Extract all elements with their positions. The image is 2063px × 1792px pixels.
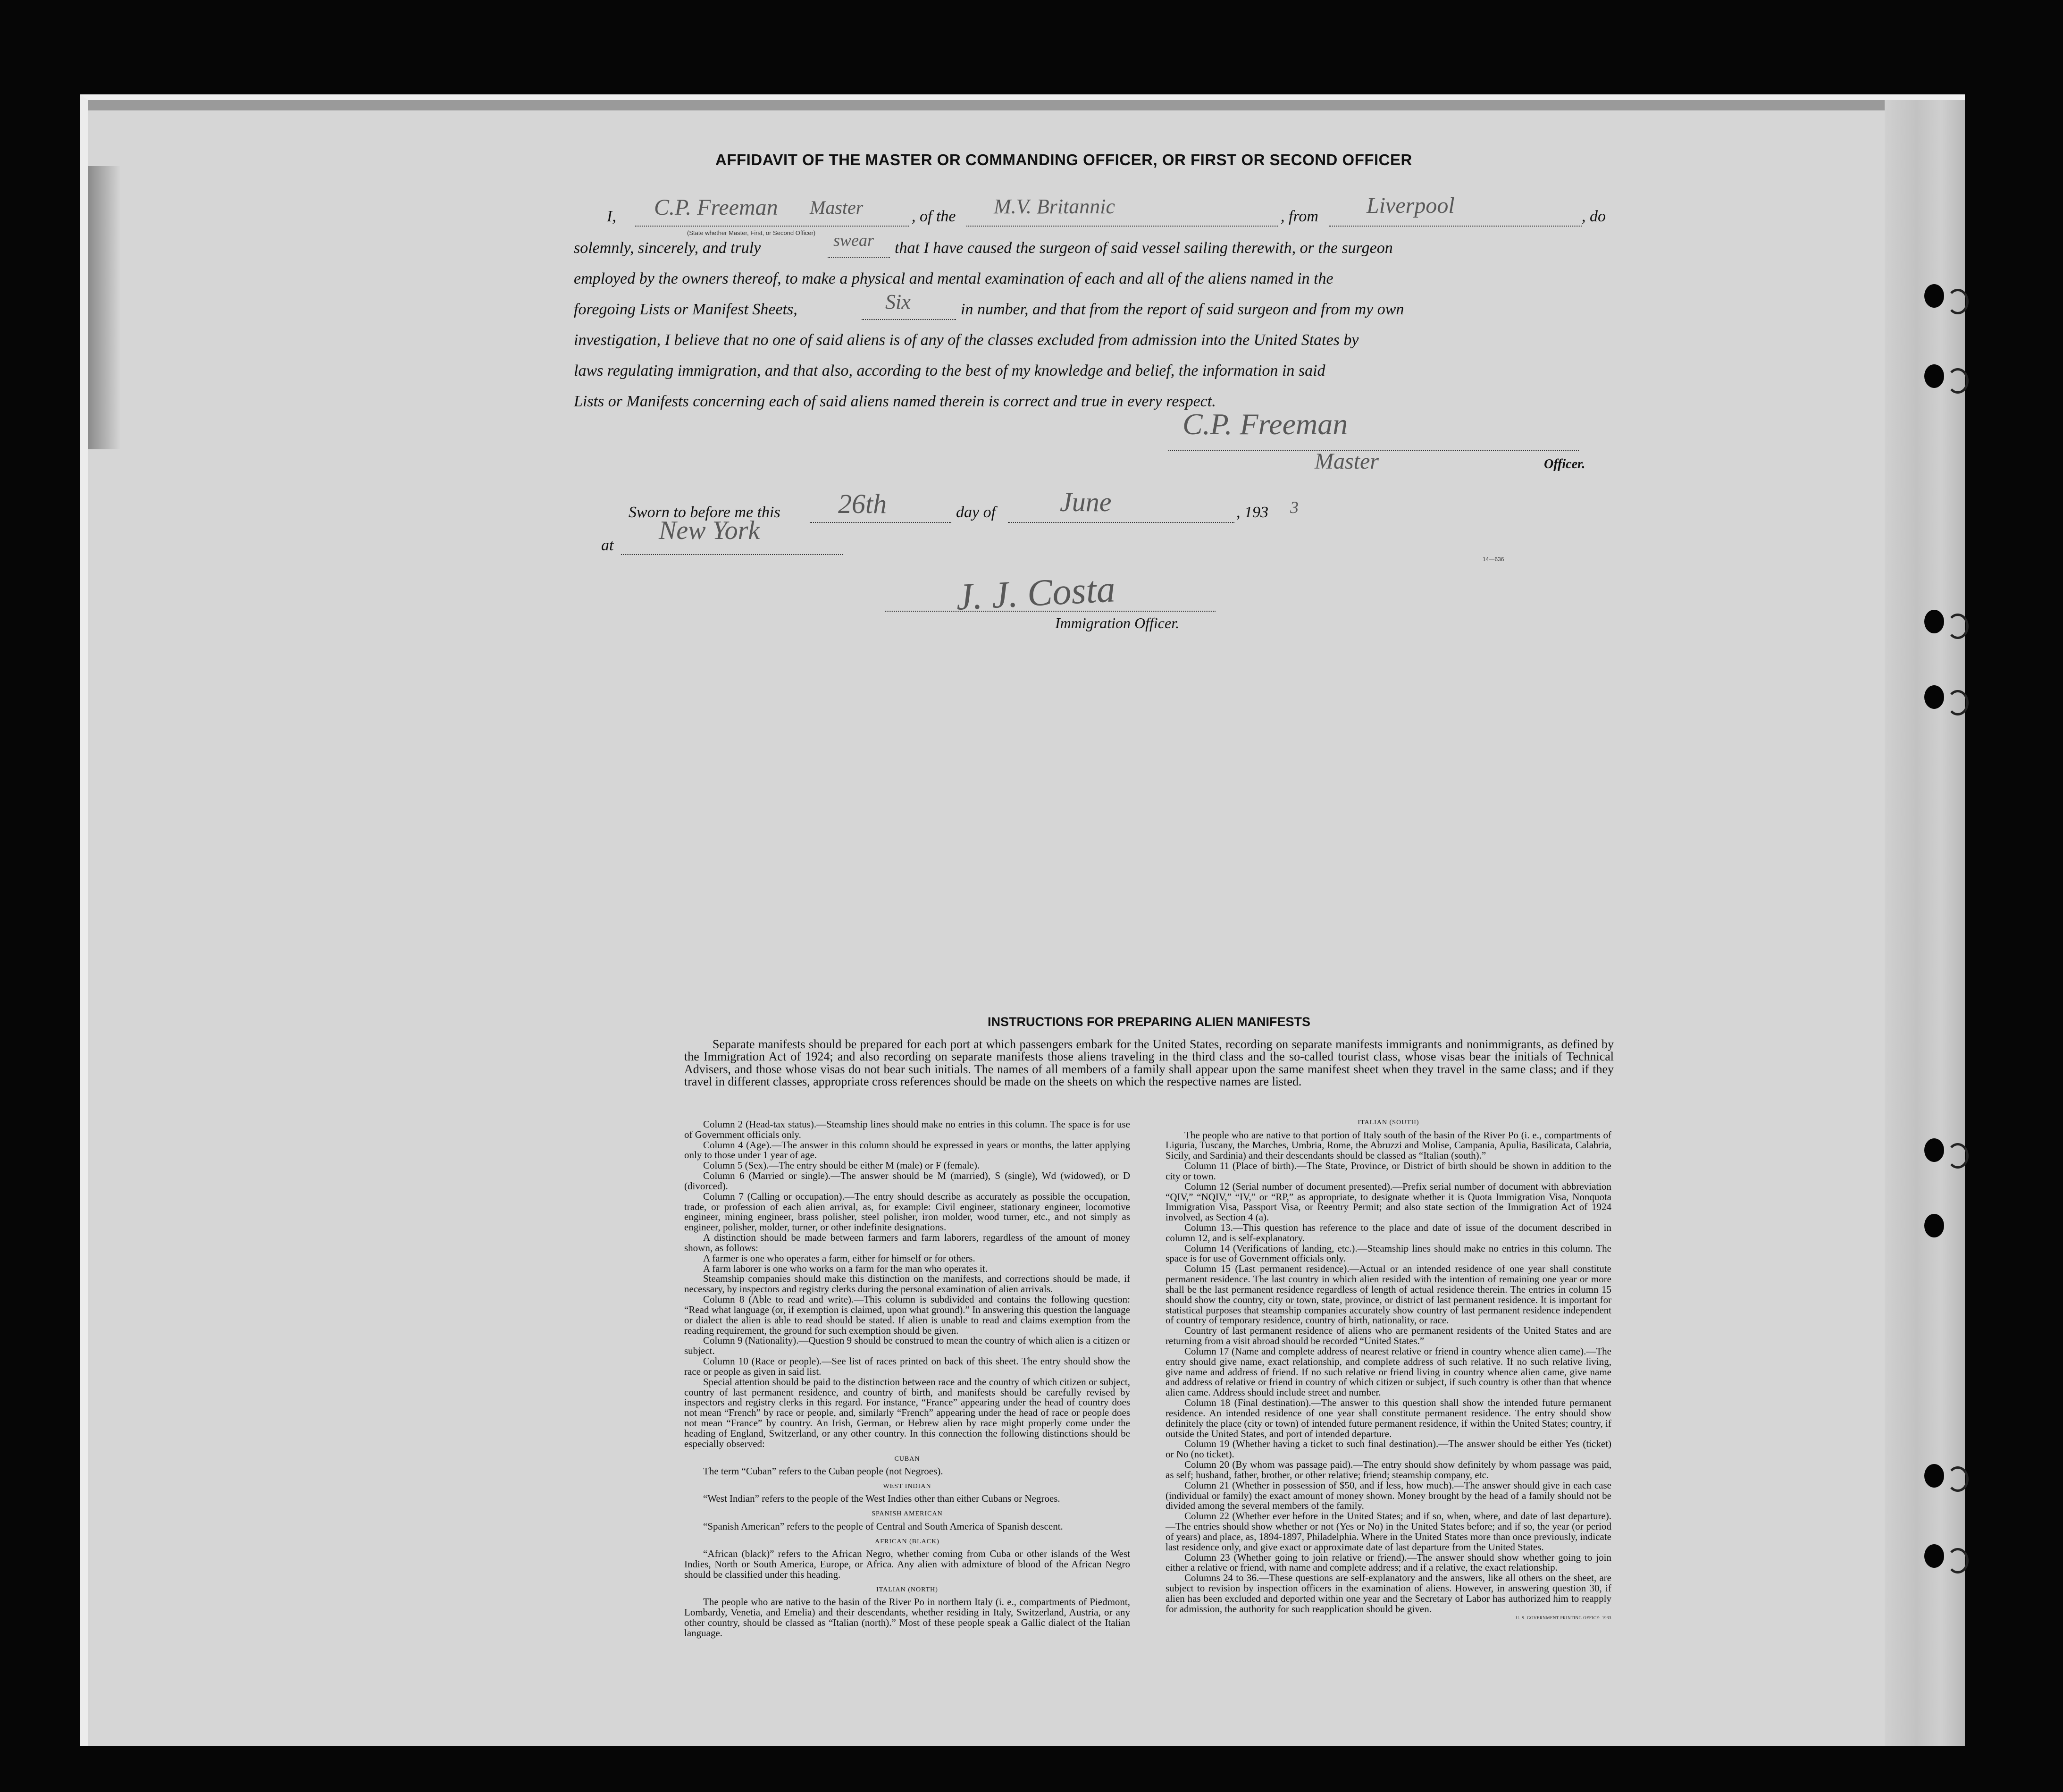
punch-hole <box>1924 685 1944 709</box>
page-shadow <box>88 166 121 449</box>
port-blank <box>1329 226 1582 227</box>
binder-ring <box>1947 1143 1969 1169</box>
instructions-section <box>684 1015 1614 1639</box>
instructions-title: INSTRUCTIONS FOR PREPARING ALIEN MANIFESTS <box>987 1015 1311 1029</box>
punch-hole <box>1924 364 1944 388</box>
instruction-paragraph: Column 13.—This question has reference to the place and date of issue of the document described in column 12, and is self-explanatory. <box>1166 1222 1611 1244</box>
sworn-text: day of <box>956 504 996 521</box>
instruction-paragraph: Column 15 (Last permanent residence).—Actual or an intended residence of one year shall constitute permanent residence. The last country in which alien resided with the intention of remaining one year or more shall be the last permanent residence regardless of length of actual residence therein. The entries in column 15 should show the country, city or town, state, province, or district of last permanent residence. It is important for statistical purposes that steamship companies accurately show country of last permanent residence independent of country of temporary residence, country of birth, nationality, or race. <box>1166 1263 1611 1326</box>
binder-ring <box>1947 368 1969 394</box>
binder-ring <box>1947 614 1969 639</box>
sworn-text: at <box>601 537 614 554</box>
instruction-paragraph: “Spanish American” refers to the people of Central and South America of Spanish descent. <box>703 1520 1063 1532</box>
instruction-paragraph: A farmer is one who operates a farm, either for himself or for others. <box>703 1252 975 1264</box>
instruction-paragraph: Column 9 (Nationality).—Question 9 should be construed to mean the country of which alien is a citizen or subject. <box>684 1335 1130 1357</box>
sworn-text: , 193 <box>1236 504 1268 521</box>
instruction-paragraph: Column 10 (Race or people).—See list of races printed on back of this sheet. The entry should show the race or people as given in said list. <box>684 1355 1130 1377</box>
instruction-paragraph: Column 19 (Whether having a ticket to such final destination).—The answer should be either Yes (ticket) or No (no ticket). <box>1166 1438 1611 1460</box>
instruction-paragraph: Column 7 (Calling or occupation).—The entry should describe as accurately as possible the occupation, trade, or profession of each alien arrival, as, for example: Civil engineer, stationary engineer, locomotive engineer, mining engineer, brass polisher, steel polisher, iron molder, wood turner, etc., and not simply as engineer, polisher, molder, turner, or other indefinite designations. <box>684 1190 1130 1233</box>
instructions-right-column <box>1166 1119 1611 1621</box>
affidavit-text: foregoing Lists or Manifest Sheets, <box>574 301 797 318</box>
handwritten-month: June <box>1060 487 1112 517</box>
instruction-paragraph: Column 23 (Whether going to join relative or friend).—The answer should show whether going to join either a relative or friend, with name and complete address; and if a relative, the exact relationship. <box>1166 1551 1611 1573</box>
handwritten-vessel: M.V. Britannic <box>994 195 1115 218</box>
instruction-paragraph: Column 4 (Age).—The answer in this column should be expressed in years or months, the latter applying only to those under 1 year of age. <box>684 1139 1130 1161</box>
binder-ring <box>1947 1466 1969 1492</box>
sheets-blank <box>862 319 956 320</box>
immigration-officer-label: Immigration Officer. <box>1055 614 1180 631</box>
handwritten-port: Liverpool <box>1367 193 1455 218</box>
swear-blank <box>828 257 890 258</box>
instructions-intro: Separate manifests should be prepared for each port at which passengers embark for the United States, recording on separate manifests immigrants and nonimmigrants, as defined by the Immigration Act of 1924; and also recording on separate manifests those aliens traveling in the third class and the so-called tourist class, whose visas bear the initials of Technical Advisers, and those whose visas do not bear such initials. The names of all members of a family shall appear upon the same manifest sheet when they travel in the same class; and if they travel in different classes, appropriate cross references should be made on the sheets on which the respective names are listed. <box>684 1037 1614 1089</box>
instructions-left-column <box>684 1119 1130 1639</box>
punch-hole <box>1924 1214 1944 1237</box>
section-heading: WEST INDIAN <box>883 1482 931 1490</box>
instruction-paragraph: Column 21 (Whether in possession of $50, and if less, how much).—The answer should give in each case (individual or family) the exact amount of money shown. Money brought by the head of a family should not be divided among the several members of the family. <box>1166 1479 1611 1512</box>
printing-office-footer: U. S. GOVERNMENT PRINTING OFFICE: 1933 <box>1516 1615 1611 1621</box>
instruction-paragraph: “West Indian” refers to the people of the West Indies other than either Cubans or Negroes. <box>703 1493 1060 1505</box>
instruction-paragraph: Column 5 (Sex).—The entry should be either M (male) or F (female). <box>703 1160 980 1171</box>
section-heading: AFRICAN (BLACK) <box>875 1538 939 1545</box>
day-blank <box>810 522 951 523</box>
handwritten-day: 26th <box>838 488 887 519</box>
affidavit-text: , from <box>1281 208 1318 225</box>
instruction-paragraph: Column 22 (Whether ever before in the United States; and if so, when, where, and date of last departure).—The entries should show whether or not (Yes or No) in the United States before; and if so, the year (or period of years) and place, as, 1894-1897, Philadelphia. Where in the United States more than once previously, indicate last residence only, and give exact or approximate date of last departure from the United States. <box>1166 1510 1611 1553</box>
handwritten-name: C.P. Freeman <box>654 195 778 220</box>
immigration-officer-signature: J. J. Costa <box>955 568 1116 618</box>
instruction-paragraph: Column 18 (Final destination).—The answer to this question shall show the intended future permanent residence. An intended residence of one year shall constitute permanent residence. The entry should show definitely the place (city or town) of intended future permanent residence, if within the United States; country, if outside the United States, and port of intended departure. <box>1166 1397 1611 1439</box>
manifest-sheet <box>80 94 1965 1746</box>
instruction-paragraph: Special attention should be paid to the distinction between race and the country of which citizen or subject, country of last permanent residence, and country of birth, and manifests should be carefully revised by inspectors and registry clerks in this regard. For instance, “France” appearing under the head of country does not mean “French” by race or people, and, similarly “French” appearing under the head of race or people does not mean “France” by country. An Irish, German, or Hebrew alien by race might properly come under the heading of England, Switzerland, or any other country. In this connection the following distinctions should be especially observed: <box>684 1376 1130 1449</box>
punch-hole <box>1924 610 1944 633</box>
instruction-paragraph: Column 20 (By whom was passage paid).—The entry should show definitely by whom passage was paid, as self; husband, father, brother, or other relative; friend; steamship company, etc. <box>1166 1459 1611 1481</box>
instruction-paragraph: A farm laborer is one who works on a farm for the man who operates it. <box>703 1262 988 1274</box>
rank-subscript: (State whether Master, First, or Second Officer) <box>687 229 816 236</box>
name-blank <box>635 226 909 227</box>
month-blank <box>1008 522 1234 523</box>
instruction-paragraph: Column 6 (Married or single).—The answer should be M (married), S (single), Wd (widowed), or D (divorced). <box>684 1170 1130 1192</box>
affidavit-text: solemnly, sincerely, and truly <box>574 239 761 257</box>
instruction-paragraph: The people who are native to the basin of the River Po in northern Italy (i. e., compartments of Piedmont, Lombardy, Venetia, and Emelia) and their descendants, whether residing in Italy, Switzerland, Austria, or any other country, should be classed as “Italian (north).” Most of these people speak a Gallic dialect of the Italian language. <box>684 1596 1130 1639</box>
binding-edge <box>1885 100 1965 1746</box>
instruction-paragraph: A distinction should be made between farmers and farm laborers, regardless of the amount of money shown, as follows: <box>684 1232 1130 1254</box>
handwritten-year: 3 <box>1290 498 1299 517</box>
sheet-top-strip <box>88 100 1965 110</box>
handwritten-signer-rank: Master <box>1315 449 1379 474</box>
instruction-paragraph: Column 12 (Serial number of document presented).—Prefix serial number of document with abbreviation “QIV,” “NQIV,” “IV,” or “RP,” as appropriate, to designate whether it is Quota Immigration Visa, Nonquota Immigration Visa, Passport Visa, or Reentry Permit; and also state section of the Immigration Act of 1924 involved, as Section 4 (a). <box>1166 1180 1611 1223</box>
affidavit-text: in number, and that from the report of said surgeon and from my own <box>961 301 1404 318</box>
affidavit-text: investigation, I believe that no one of said aliens is of any of the classes excluded from admission into the United States by <box>574 331 1359 349</box>
section-heading: ITALIAN (SOUTH) <box>1358 1119 1419 1126</box>
officer-label: Officer. <box>1544 457 1585 471</box>
instruction-paragraph: Column 11 (Place of birth).—The State, Province, or District of birth should be shown in addition to the city or town. <box>1166 1160 1611 1182</box>
affidavit-text: laws regulating immigration, and that also, according to the best of my knowledge and belief, the information in said <box>574 362 1325 379</box>
affidavit-text: employed by the owners thereof, to make a physical and mental examination of each and all of the aliens named in the <box>574 270 1333 287</box>
handwritten-city: New York <box>659 516 760 545</box>
instruction-paragraph: Column 14 (Verifications of landing, etc.).—Steamship lines should make no entries in this column. The space is for use of Government officials only. <box>1166 1242 1611 1264</box>
section-heading: CUBAN <box>894 1455 920 1463</box>
affidavit-text: that I have caused the surgeon of said vessel sailing therewith, or the surgeon <box>895 239 1393 257</box>
instruction-paragraph: “African (black)” refers to the African Negro, whether coming from Cuba or other islands of the West Indies, North or South America, Europe, or Africa. Any alien with admixture of blood of the African Negro should be classified under this heading. <box>684 1548 1130 1580</box>
binder-ring <box>1947 289 1969 314</box>
handwritten-rank: Master <box>810 197 864 218</box>
instruction-paragraph: Column 2 (Head-tax status).—Steamship lines should make no entries in this column. The space is for use of Government officials only. <box>684 1119 1130 1140</box>
affidavit-text: , of the <box>912 208 956 225</box>
instruction-paragraph: The term “Cuban” refers to the Cuban people (not Negroes). <box>703 1465 943 1477</box>
instruction-paragraph: The people who are native to that portion of Italy south of the basin of the River Po (i. e., compartments of Liguria, Tuscany, the Marches, Umbria, Rome, the Abruzzi and Molise, Campania, Apulia, Basilicata, Calabria, Sicily, and Sardinia) and their descendants should be classed as “Italian (south).” <box>1166 1129 1611 1161</box>
instruction-paragraph: Columns 24 to 36.—These questions are self-explanatory and the answers, like all others on the sheet, are subject to revision by inspection officers in the examination of aliens. However, in answering question 30, if alien has been excluded and deported within one year and the Secretary of Labor has authorized him to reapply for admission, the authority for such reapplication should be given. <box>1166 1572 1611 1615</box>
punch-hole <box>1924 1464 1944 1488</box>
affidavit-text: I, <box>607 208 616 225</box>
section-heading: ITALIAN (NORTH) <box>876 1586 938 1593</box>
punch-hole <box>1924 284 1944 308</box>
instruction-paragraph: Country of last permanent residence of aliens who are permanent residents of the United States and are returning from a visit abroad should be recorded “United States.” <box>1166 1325 1611 1347</box>
instruction-paragraph: Column 17 (Name and complete address of nearest relative or friend in country whence alien came).—The entry should give name, exact relationship, and complete address of such relative. If no such relative living, give name and address of friend. If no such relative or friend living in country whence alien came, give name and address of relative or friend in country of which citizen or subject, if such country is other than that whence alien came. Address should include street and number. <box>1166 1345 1611 1398</box>
affidavit-text: , do <box>1582 208 1606 225</box>
binder-ring <box>1947 690 1969 715</box>
sworn-text: Sworn to before me this <box>629 504 780 521</box>
instruction-paragraph: Steamship companies should make this distinction on the manifests, and corrections should be made, if necessary, by inspectors and registry clerks during the personal examination of alien arrivals. <box>684 1273 1130 1295</box>
officer-signature-line <box>885 611 1216 612</box>
binder-ring <box>1947 1548 1969 1573</box>
punch-hole <box>1924 1544 1944 1568</box>
affidavit-text: Lists or Manifests concerning each of said aliens named therein is correct and true in every respect. <box>574 393 1216 410</box>
punch-hole <box>1924 1138 1944 1162</box>
instruction-paragraph: Column 8 (Able to read and write).—This column is subdivided and contains the following question: “Read what language (or, if exemption is claimed, upon what ground).” In answering this question the language or dialect the alien is able to read should be stated. If alien is unable to read and claims exemption from the reading requirement, the ground for such exemption should be given. <box>684 1294 1130 1336</box>
city-blank <box>621 554 843 555</box>
affidavit-title: AFFIDAVIT OF THE MASTER OR COMMANDING OFFICER, OR FIRST OR SECOND OFFICER <box>715 151 1412 168</box>
vessel-blank <box>966 226 1278 227</box>
form-number: 14—636 <box>1483 556 1504 563</box>
handwritten-swear: swear <box>833 231 874 250</box>
master-signature: C.P. Freeman <box>1182 407 1348 441</box>
handwritten-sheets: Six <box>885 290 911 313</box>
section-heading: SPANISH AMERICAN <box>872 1510 943 1518</box>
